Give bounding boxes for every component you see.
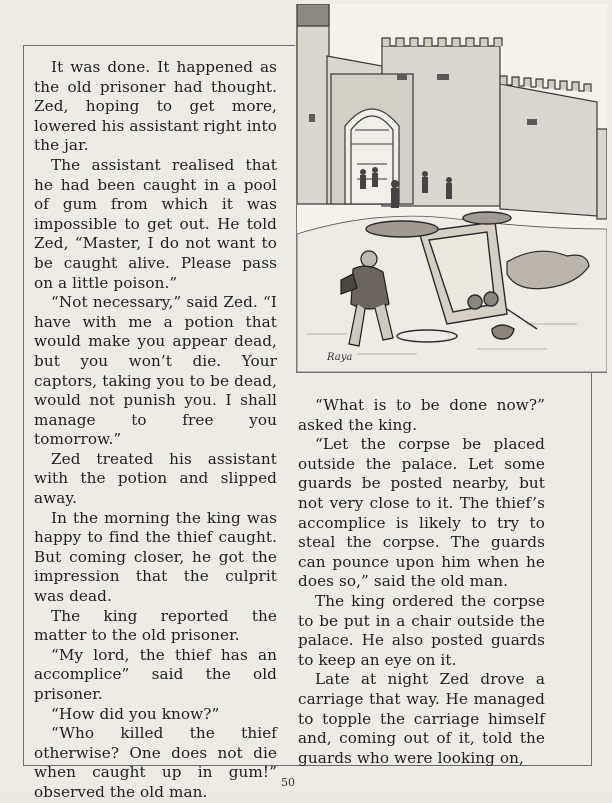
- paragraph: “Who killed the thief otherwise? One does not die when caught up in gum!” observed the old man.: [34, 724, 277, 801]
- paragraph: It was done. It happened as the old prisoner had thought. Zed, hoping to get more, lowered his assistant right into the jar.: [34, 58, 277, 155]
- story-column-right: [298, 396, 545, 768]
- story-column-left: [34, 58, 277, 803]
- frame-rule-right: [591, 370, 592, 766]
- paragraph: Zed treated his assistant with the potion and slipped away.: [34, 449, 277, 508]
- paragraph: The king reported the matter to the old prisoner.: [34, 606, 277, 645]
- artist-signature: Raya: [327, 352, 353, 363]
- frame-rule-left: [23, 45, 24, 765]
- page-number: 50: [281, 776, 295, 789]
- frame-rule-top: [23, 45, 295, 46]
- paragraph: “What is to be done now?” asked the king.: [298, 396, 545, 434]
- story-illustration: [296, 4, 607, 373]
- paragraph: “Not necessary,” said Zed. “I have with me a potion that would make you appear dead, but you won’t die. Your captors, taking you to be dead, would not punish you. I shall manage to free you tomorrow.”: [34, 293, 277, 449]
- paragraph: The king ordered the corpse to be put in a chair outside the palace. He also posted guards to keep an eye on it.: [298, 591, 545, 669]
- castle-carriage-drawing: [297, 4, 607, 372]
- paragraph: “My lord, the thief has an accomplice” said the old prisoner.: [34, 645, 277, 703]
- paragraph: “Let the corpse be placed outside the palace. Let some guards be posted nearby, but not very close to it. The thief’s accomplice is likely to try to steal the corpse. The guards can pounce upon him when he does so,” said the old man.: [298, 435, 545, 591]
- paragraph: The assistant realised that he had been caught in a pool of gum from which it was impossible to get out. He told Zed, “Master, I do not want to be caught alive. Please pass on a little poison.”: [34, 155, 277, 292]
- paragraph: “How did you know?”: [51, 704, 220, 723]
- paragraph: In the morning the king was happy to find the thief caught. But coming closer, he got the impression that the culprit was dead.: [34, 508, 277, 606]
- paragraph: Late at night Zed drove a carriage that way. He managed to topple the carriage himself and, coming out of it, told the guards who were looking on,: [298, 670, 545, 767]
